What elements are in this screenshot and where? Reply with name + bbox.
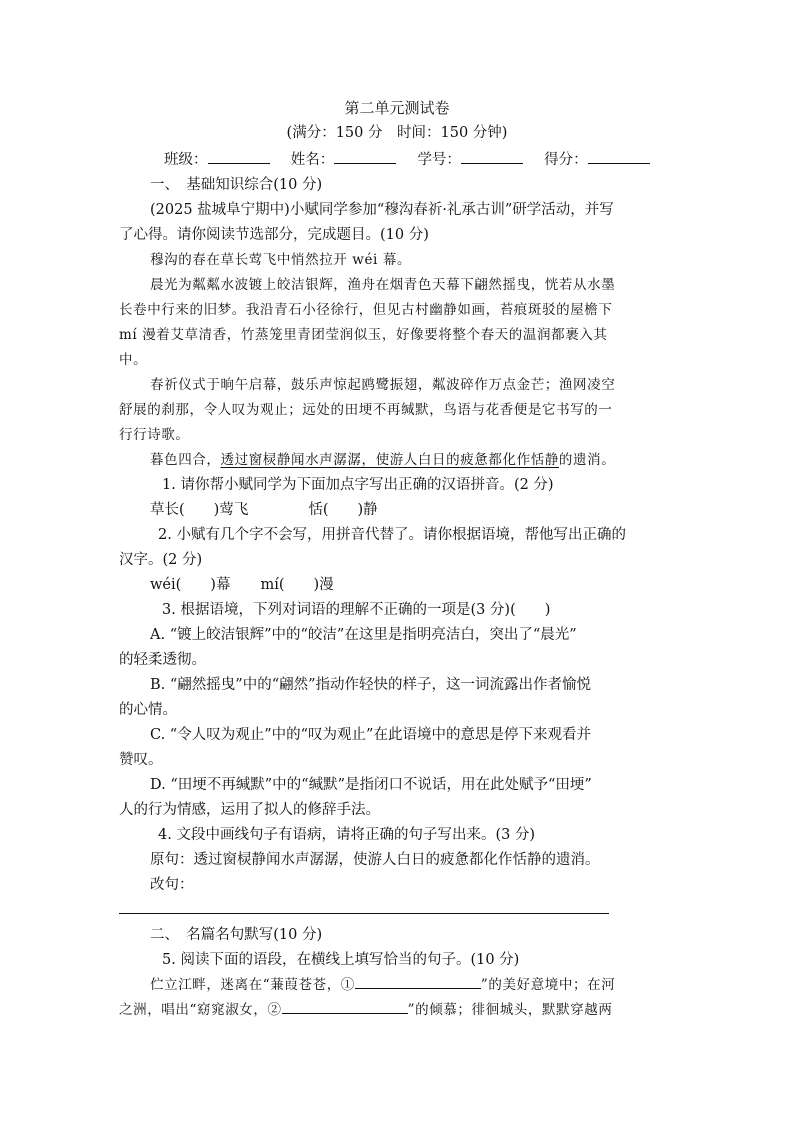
section2-heading: 二、 名篇名句默写(10 分) [150,927,323,943]
passage-line: 行行诗歌。 [119,427,190,443]
student-id-label: 学号： [417,152,461,168]
q4-revised-label: 改句： [150,877,194,893]
q3-option-b-cont: 的心情。 [119,702,177,718]
score-label: 得分： [544,152,588,168]
page-title: 第二单元测试卷 [344,99,450,117]
q3-option-b[interactable]: B. “翩然摇曳”中的“翩然”指动作轻快的样子，这一词流露出作者愉悦 [150,677,592,693]
fill-blank-1[interactable] [355,974,481,989]
question-1-items [150,498,378,523]
q1-item: 莺飞 [219,502,249,518]
question-5: 5. 阅读下面的语段，在横线上填写恰当的句子。(10 分) [162,952,520,968]
name-blank[interactable] [334,149,396,164]
section1-heading: 一、 基础知识综合(10 分) [150,177,323,193]
question-3: 3. 根据语境，下列对词语的理解不正确的一项是(3 分)( ) [162,602,551,618]
score-blank[interactable] [588,149,650,164]
q5-line1: 伫立江畔，迷离在“蒹葭苍苍，① ”的美好意境中；在河 [150,973,615,998]
q3-option-c[interactable]: C. “令人叹为观止”中的“叹为观止”在此语境中的意思是停下来观看并 [150,727,591,743]
question-2-items [150,573,334,598]
q1-item[interactable]: 草长( ) [150,502,220,518]
section1-intro-line2: 了心得。请你阅读节选部分，完成题目。(10 分) [119,227,429,243]
q2-item[interactable]: wéi( )幕 [150,577,231,593]
question-2-line2: 汉字。(2 分) [119,552,203,568]
student-id-blank[interactable] [461,149,523,164]
passage-line: 中。 [119,352,148,368]
q2-item[interactable]: mí( )漫 [260,577,334,593]
passage-line: 舒展的刹那，令人叹为观止；远处的田埂不再缄默，鸟语与花香便是它书写的一 [119,402,613,418]
student-info-row [164,148,650,173]
section1-intro-line1: (2025 盐城阜宁期中)小赋同学参加“穆沟春祈·礼承古训”研学活动，并写 [150,202,614,218]
underlined-sentence: 透过窗棂静闻水声潺潺，使游人白日的疲惫都化作恬静 [220,452,559,468]
class-label: 班级： [164,152,208,168]
q3-option-a-cont: 的轻柔透彻。 [119,652,206,668]
q3-option-c-cont: 赞叹。 [119,752,163,768]
question-2-line1: 2. 小赋有几个字不会写，用拼音代替了。请你根据语境，帮他写出正确的 [158,527,626,543]
class-blank[interactable] [208,149,270,164]
passage-line: 长卷中行来的旧梦。我沿青石小径徐行，但见古村幽静如画，苔痕斑驳的屋檐下 [119,302,613,318]
page-subtitle: (满分：150 分 时间：150 分钟) [286,125,508,141]
passage-line: 穆沟的春在草长莺飞中悄然拉开 wéi 幕。 [150,252,412,268]
name-label: 姓名： [290,152,335,168]
q3-option-d-cont: 人的行为情感，运用了拟人的修辞手法。 [119,802,380,818]
q1-item[interactable]: 恬( )静 [308,502,378,518]
passage-last-line: 暮色四合，透过窗棂静闻水声潺潺，使游人白日的疲惫都化作恬静的遗消。 [150,452,616,468]
answer-line[interactable] [119,913,609,914]
q3-option-d[interactable]: D. “田埂不再缄默”中的“缄默”是指闭口不说话，用在此处赋予“田埂” [150,777,592,793]
question-1: 1. 请你帮小赋同学为下面加点字写出正确的汉语拼音。(2 分) [162,477,554,493]
q5-line2: 之洲，唱出“窈窕淑女，② ”的倾慕；徘徊城头，默默穿越两 [119,998,613,1023]
question-4: 4. 文段中画线句子有语病，请将正确的句子写出来。(3 分) [158,827,536,843]
fill-blank-2[interactable] [282,999,408,1014]
passage-line: mí 漫着艾草清香，竹蒸笼里青团莹润似玉，好像要将整个春天的温润都裹入其 [119,327,608,343]
q4-original: 原句：透过窗棂静闻水声潺潺，使游人白日的疲惫都化作恬静的遗消。 [150,852,600,868]
passage-line: 晨光为粼粼水波镀上皎洁银辉，渔舟在烟青色天幕下翩然摇曳，恍若从水墨 [150,277,616,293]
q3-option-a[interactable]: A. “镀上皎洁银辉”中的“皎洁”在这里是指明亮洁白，突出了“晨光” [150,627,577,643]
passage-line: 春祈仪式于晌午启幕，鼓乐声惊起鸥鹭振翅，粼波碎作万点金芒；渔网凌空 [150,377,616,393]
